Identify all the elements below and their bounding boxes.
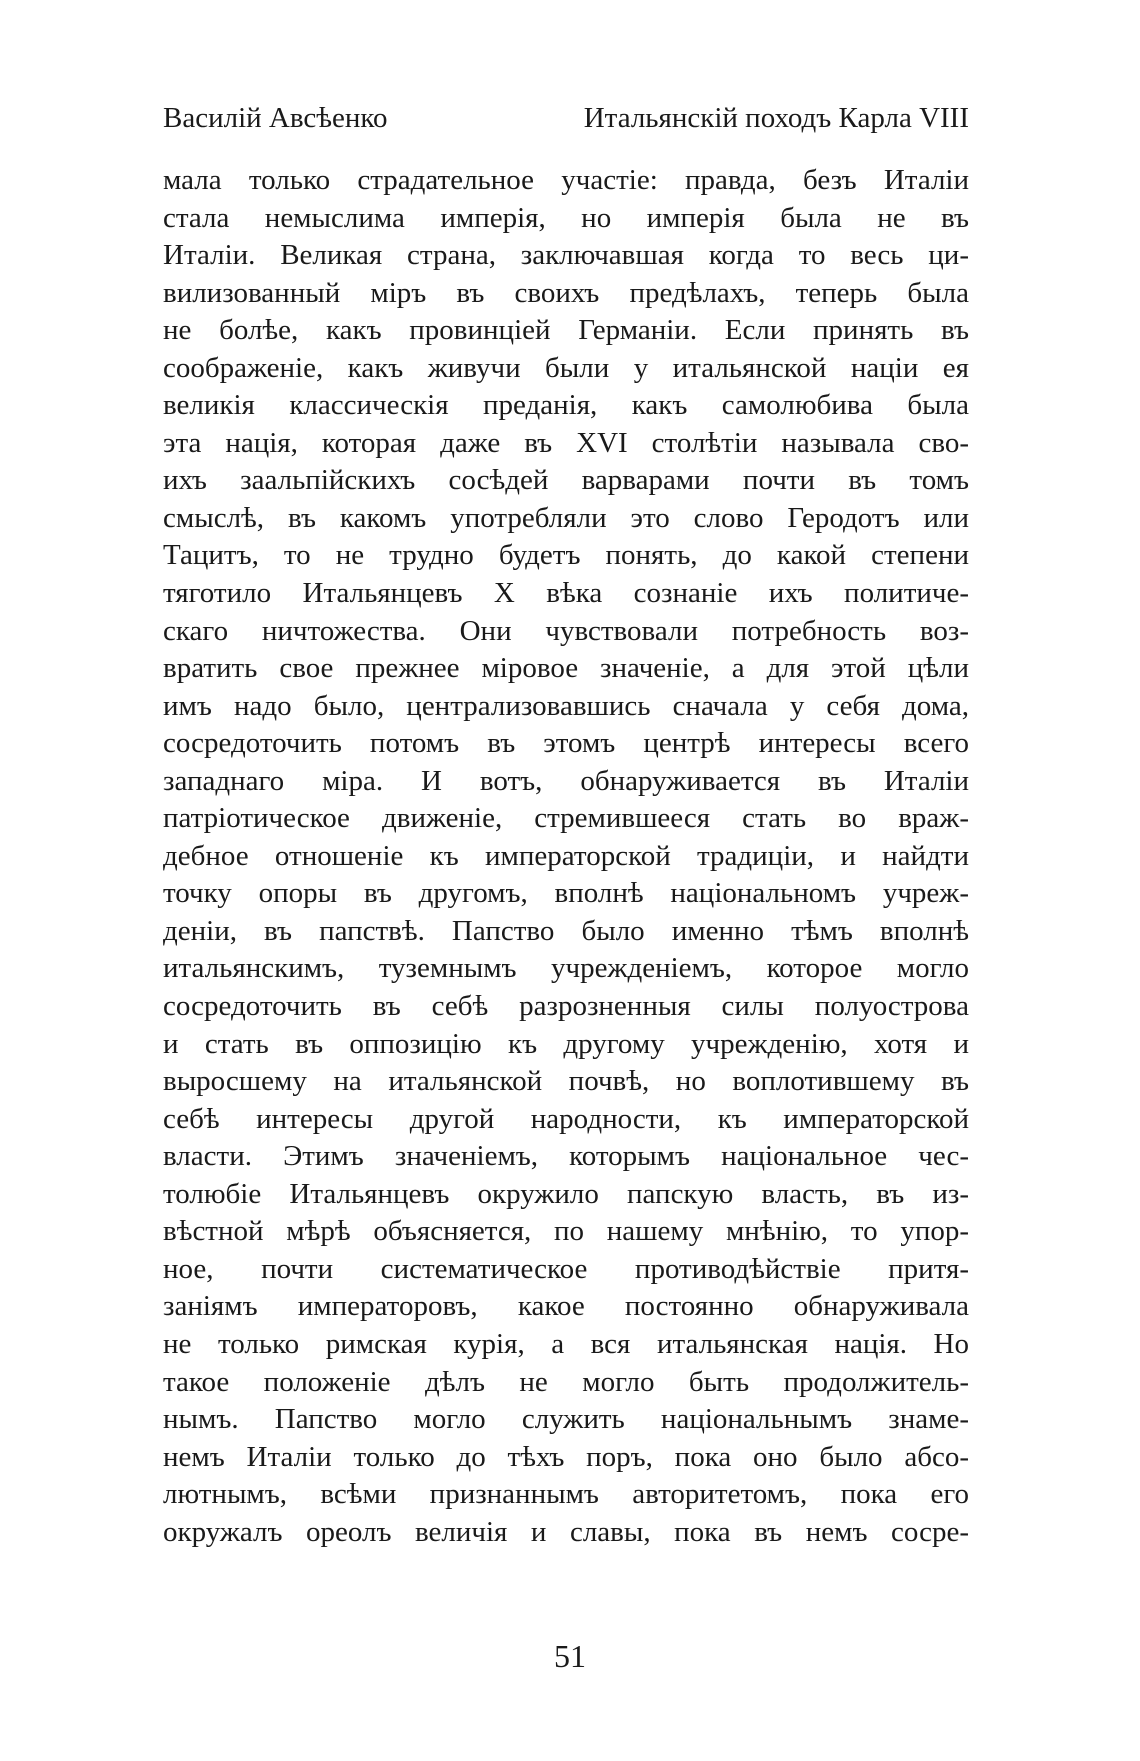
text-line: власти. Этимъ значеніемъ, которымъ національное чес- bbox=[163, 1140, 969, 1173]
text-line: толюбіе Итальянцевъ окружило папскую власть, въ из- bbox=[163, 1177, 969, 1210]
text-line: скаго ничтожества. Они чувствовали потребность воз- bbox=[163, 614, 969, 647]
text-line: окружалъ ореолъ величія и славы, пока въ немъ сосре- bbox=[163, 1515, 969, 1548]
text-line: вилизованный міръ въ своихъ предѣлахъ, теперь была bbox=[163, 276, 969, 309]
text-line: Тацитъ, то не трудно будетъ понять, до какой степени bbox=[163, 539, 969, 572]
running-head-author: Василій Авсѣенко bbox=[163, 102, 388, 134]
running-head-title: Итальянскій походъ Карла VIII bbox=[583, 102, 969, 134]
text-line: и стать въ оппозицію къ другому учрежденію, хотя и bbox=[163, 1027, 969, 1060]
text-line: итальянскимъ, туземнымъ учрежденіемъ, которое могло bbox=[163, 952, 969, 985]
body-text bbox=[163, 162, 969, 1551]
text-line: соображеніе, какъ живучи были у итальянской націи ея bbox=[163, 351, 969, 384]
text-line: лютнымъ, всѣми признаннымъ авторитетомъ, пока его bbox=[163, 1478, 969, 1511]
text-line: смыслѣ, въ какомъ употребляли это слово Геродотъ или bbox=[163, 501, 969, 534]
text-line: заніямъ императоровъ, какое постоянно обнаруживала bbox=[163, 1290, 969, 1323]
text-line: ихъ заальпійскихъ сосѣдей варварами почти въ томъ bbox=[163, 464, 969, 497]
text-line: точку опоры въ другомъ, вполнѣ національномъ учреж- bbox=[163, 877, 969, 910]
text-line: себѣ интересы другой народности, къ императорской bbox=[163, 1102, 969, 1135]
running-head bbox=[163, 98, 969, 138]
text-line: вратить свое прежнее міровое значеніе, а для этой цѣли bbox=[163, 652, 969, 685]
text-line: сосредоточить въ себѣ разрозненныя силы полуострова bbox=[163, 990, 969, 1023]
text-line: вѣстной мѣрѣ объясняется, по нашему мнѣнію, то упор- bbox=[163, 1215, 969, 1248]
text-line: великія классическія преданія, какъ самолюбива была bbox=[163, 389, 969, 422]
text-line: такое положеніе дѣлъ не могло быть продолжитель- bbox=[163, 1365, 969, 1398]
text-line: деніи, въ папствѣ. Папство было именно тѣмъ вполнѣ bbox=[163, 914, 969, 947]
text-line: дебное отношеніе къ императорской традиціи, и найдти bbox=[163, 839, 969, 872]
text-line: тяготило Итальянцевъ X вѣка сознаніе ихъ политиче- bbox=[163, 577, 969, 610]
text-line: сосредоточить потомъ въ этомъ центрѣ интересы всего bbox=[163, 727, 969, 760]
text-line: западнаго міра. И вотъ, обнаруживается въ Италіи bbox=[163, 764, 969, 797]
text-line: мала только страдательное участіе: правда, безъ Италіи bbox=[163, 164, 969, 196]
text-line: стала немыслима имперія, но имперія была не въ bbox=[163, 201, 969, 234]
text-line: имъ надо было, централизовавшись сначала у себя дома, bbox=[163, 689, 969, 722]
text-line: не только римская курія, а вся итальянская нація. Но bbox=[163, 1327, 969, 1360]
text-line: немъ Италіи только до тѣхъ поръ, пока оно было абсо- bbox=[163, 1440, 969, 1473]
page-number: 51 bbox=[554, 1638, 586, 1674]
text-line: Италіи. Великая страна, заключавшая когда то весь ци- bbox=[163, 239, 969, 272]
text-line: эта нація, которая даже въ XVI столѣтіи называла сво- bbox=[163, 426, 969, 459]
text-line: выросшему на итальянской почвѣ, но воплотившему въ bbox=[163, 1065, 969, 1098]
text-line: нымъ. Папство могло служить національнымъ знаме- bbox=[163, 1403, 969, 1436]
text-line: патріотическое движеніе, стремившееся стать во враж- bbox=[163, 802, 969, 835]
text-line: ное, почти систематическое противодѣйствіе притя- bbox=[163, 1252, 969, 1285]
text-line: не болѣе, какъ провинціей Германіи. Если принять въ bbox=[163, 314, 969, 347]
